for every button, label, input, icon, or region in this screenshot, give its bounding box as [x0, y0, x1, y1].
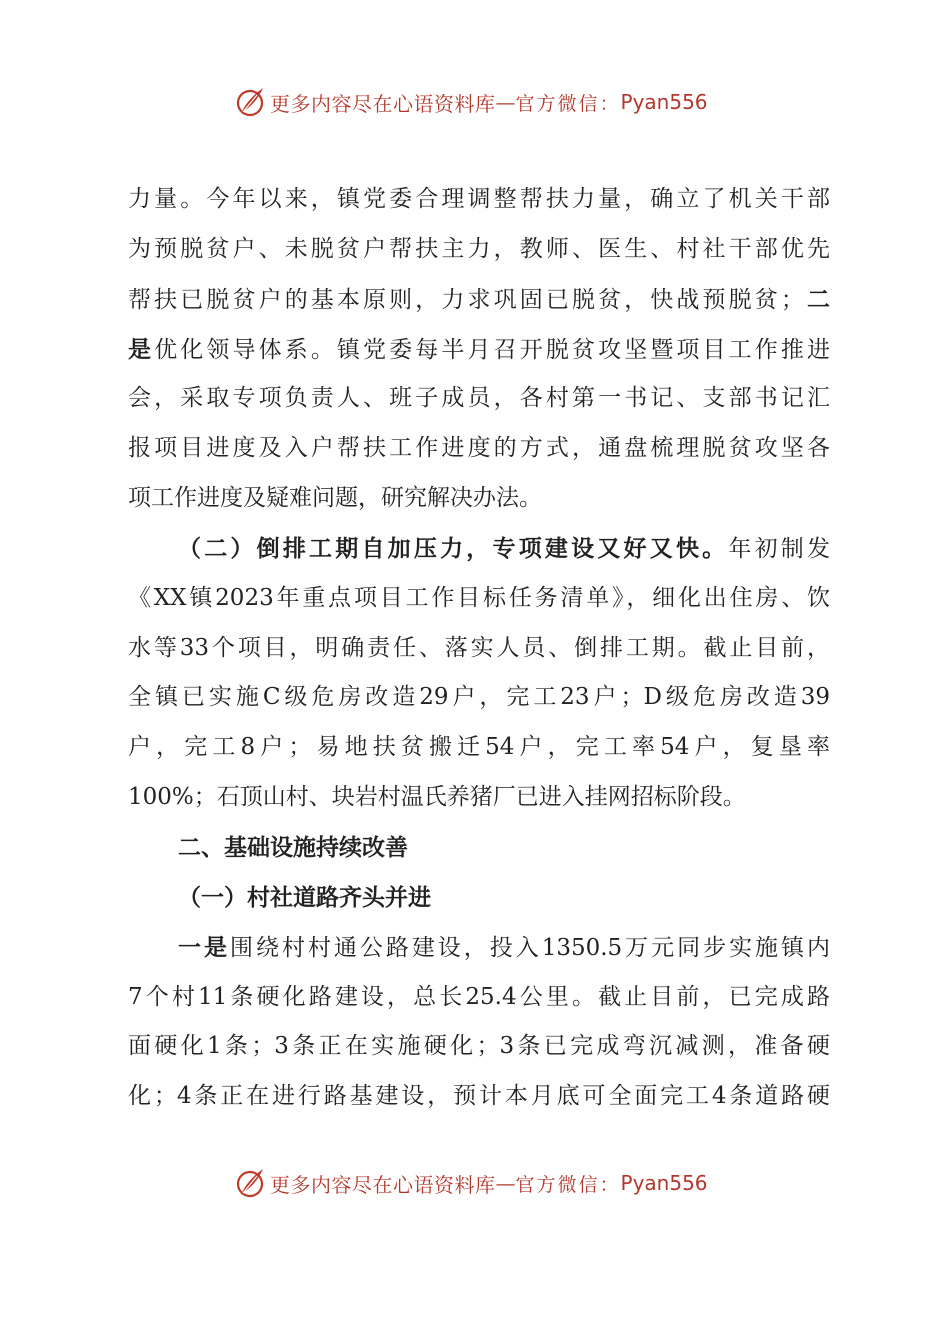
- body-line-text: 优化领导体系。镇党委每半月召开脱贫攻坚暨项目工作推进: [154, 336, 831, 363]
- quill-logo-icon: [232, 1165, 268, 1201]
- body-line: [128, 923, 830, 973]
- body-line: 《XX镇2023年重点项目工作目标任务清单》，细化出住房、饮: [128, 584, 830, 611]
- body-line-text: 围绕村村通公路建设，投入1350.5万元同步实施镇内: [229, 934, 831, 961]
- banner-wechat-label: 官方微信：: [515, 1173, 621, 1196]
- body-line: [128, 325, 830, 375]
- body-line: 会，采取专项负责人、班子成员，各村第一书记、支部书记汇: [128, 385, 830, 412]
- body-line-text: 帮扶已脱贫户的基本原则，力求巩固已脱贫，快战预脱贫；: [128, 286, 804, 313]
- document-body: [128, 175, 830, 1122]
- banner-separator: —: [495, 90, 516, 114]
- body-line: 全镇已实施C级危房改造29户，完工23户；D级危房改造39: [128, 684, 830, 711]
- body-line: 户，完工8户；易地扶贫搬迁54户，完工率54户，复垦率: [128, 734, 830, 761]
- body-line: [128, 524, 830, 574]
- quill-logo-icon: [232, 84, 268, 120]
- body-line: 项工作进度及疑难问题，研究解决办法。: [128, 485, 542, 512]
- body-line: 水等33个项目，明确责任、落实人员、倒排工期。截止目前，: [128, 634, 830, 661]
- body-line: [128, 275, 830, 325]
- body-line: 为预脱贫户、未脱贫户帮扶主力，教师、医生、村社干部优先: [128, 235, 830, 262]
- body-line: 7个村11条硬化路建设，总长25.4公里。截止目前，已完成路: [128, 983, 830, 1010]
- banner-main-text: 更多内容尽在心语资料库: [270, 1172, 496, 1197]
- footer-watermark-banner: [232, 1163, 708, 1203]
- body-line-text: 年初制发: [728, 535, 831, 562]
- body-line: 报项目进度及入户帮扶工作进度的方式，通盘梳理脱贫攻坚各: [128, 435, 830, 462]
- banner-wechat-id: Pyan556: [620, 1171, 708, 1195]
- body-line: 100%；石顶山村、块岩村温氏养猪厂已进入挂网招标阶段。: [128, 784, 746, 811]
- body-line: 化；4条正在进行路基建设，预计本月底可全面完工4条道路硬: [128, 1083, 830, 1110]
- banner-wechat-id: Pyan556: [620, 90, 708, 114]
- banner-main-text: 更多内容尽在心语资料库: [270, 91, 496, 116]
- section-heading: 二、基础设施持续改善: [178, 833, 408, 861]
- body-line: 力量。今年以来，镇党委合理调整帮扶力量，确立了机关干部: [128, 186, 830, 212]
- header-watermark-banner: [232, 82, 708, 122]
- banner-separator: —: [495, 1171, 516, 1195]
- section-subheading: （二）倒排工期自加压力，专项建设又好又快。: [178, 534, 729, 562]
- body-line-bold-text: 一是: [178, 933, 230, 961]
- body-line-bold-text: 二: [803, 285, 831, 313]
- section-subheading: （一）村社道路齐头并进: [178, 883, 431, 911]
- banner-wechat-label: 官方微信：: [515, 92, 621, 115]
- body-line: 面硬化1条；3条正在实施硬化；3条已完成弯沉减测，准备硬: [128, 1033, 830, 1060]
- body-line-bold-text: 是: [128, 335, 155, 363]
